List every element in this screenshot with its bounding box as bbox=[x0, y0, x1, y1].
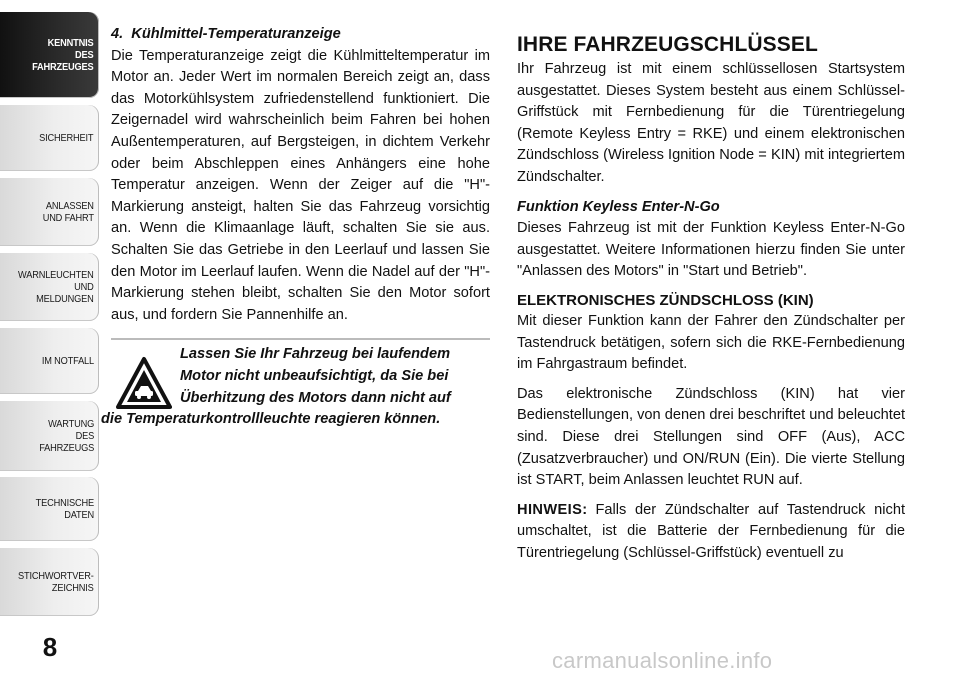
tab-warnleuchten-und-meldungen[interactable] bbox=[0, 253, 99, 321]
section-heading-keys: IHRE FAHRZEUGSCHLÜSSEL bbox=[517, 33, 818, 56]
tab-label: WARTUNG DES FAHRZEUGS bbox=[38, 418, 94, 454]
tab-label: ANLASSEN UND FAHRT bbox=[42, 200, 94, 224]
tab-label: TECHNISCHE DATEN bbox=[35, 497, 94, 521]
right-column bbox=[517, 28, 905, 564]
note-paragraph bbox=[517, 500, 905, 565]
page-number: 8 bbox=[42, 632, 58, 662]
coolant-gauge-heading: 4. Kühlmittel-Temperaturanzeige bbox=[111, 26, 341, 42]
kin-positions-paragraph: Das elektronische Zündschloss (KIN) hat vier Bedienstellungen, von denen drei beschriftet und beleuchtet sind. Diese drei Stellungen sind OFF (Aus), ACC (Zusatzverbraucher) und ON/RUN (Ein). Die vierte Stellung ist START, beim Anlassen leuchtet RUN auf. bbox=[517, 385, 905, 489]
tab-kenntnis-des-fahrzeuges[interactable] bbox=[0, 12, 99, 98]
keyless-heading: Funktion Keyless Enter-N-Go bbox=[517, 198, 720, 215]
note-label: HINWEIS: bbox=[517, 501, 588, 518]
tab-label: WARNLEUCHTEN UND MELDUNGEN bbox=[18, 269, 94, 305]
tab-label: KENNTNIS DES FAHRZEUGES bbox=[32, 37, 94, 73]
warning-triangle-icon bbox=[116, 356, 172, 410]
keys-intro-paragraph: Ihr Fahrzeug ist mit einem schlüssellosen Startsystem ausgestattet. Dieses System besteht aus einem Schlüssel-Griffstück mit Fernbedienung für die Türentriegelung (Remote Keyless Entry = RKE) und einem elektronischen Zündschloss (Wireless Ignition Node = KIN) mit integriertem Zündschalter. bbox=[517, 61, 905, 185]
note-text: Falls der Zündschalter auf Tastendruck nicht umschaltet, ist die Batterie der Fernbedienung für die Türentriegelung (Schlüssel-Griffstück) eventuell zu bbox=[517, 501, 905, 561]
tab-label: STICHWORTVER- ZEICHNIS bbox=[18, 570, 94, 594]
tab-sicherheit[interactable] bbox=[0, 105, 99, 171]
sidebar-nav bbox=[0, 0, 100, 678]
watermark: carmanualsonline.info bbox=[552, 648, 773, 673]
tab-wartung-des-fahrzeugs[interactable] bbox=[0, 401, 99, 471]
warning-line: Lassen Sie Ihr Fahrzeug bei laufendem bbox=[180, 346, 451, 363]
kin-heading: ELEKTRONISCHES ZÜNDSCHLOSS (KIN) bbox=[517, 291, 814, 309]
tab-stichwortverzeichnis[interactable] bbox=[0, 548, 99, 616]
warning-line: Motor nicht unbeaufsichtigt, da Sie bei bbox=[180, 367, 449, 384]
coolant-gauge-paragraph: Die Temperaturanzeige zeigt die Kühlmitteltemperatur im Motor an. Jeder Wert im normalen Bereich zeigt an, dass das Motorkühlsystem zufriedenstellend funktioniert. Die Zeigernadel wird wahrscheinlich beim Fahren bei hohen Außentemperaturen, auf Bergsteigen, in dichtem Verkehr oder beim Abschleppen eines Anhängers eine hohe Temperatur anzeigen. Wenn der Zeiger auf die "H"-Markierung ansteigt, halten Sie das Fahrzeug vorsichtig an. Wenn die Klimaanlage läuft, schalten Sie sie aus. Schalten Sie das Getriebe in den Leerlauf und lassen Sie den Motor im Leerlauf laufen. Wenn die Nadel auf der "H"-Markierung stehen bleibt, schalten Sie den Motor sofort aus, und fordern Sie Pannenhilfe an. bbox=[111, 47, 490, 323]
keyless-paragraph: Dieses Fahrzeug ist mit der Funktion Keyless Enter-N-Go ausgestattet. Weitere Informationen hierzu finden Sie unter "Anlassen des Motors" in "Start und Betrieb". bbox=[517, 220, 905, 280]
tab-im-notfall[interactable] bbox=[0, 328, 99, 394]
warning-line: Überhitzung des Motors dann nicht auf bbox=[180, 389, 451, 406]
tab-anlassen-und-fahrt[interactable] bbox=[0, 178, 99, 246]
tab-label: SICHERHEIT bbox=[39, 132, 94, 144]
warning-line: die Temperaturkontrollleuchte reagieren können. bbox=[101, 411, 441, 428]
left-column bbox=[101, 24, 490, 431]
tab-technische-daten[interactable] bbox=[0, 477, 99, 541]
warning-box bbox=[101, 338, 490, 430]
kin-paragraph: Mit dieser Funktion kann der Fahrer den Zündschalter per Tastendruck betätigen, sofern sich die RKE-Fernbedienung im Fahrgastraum befindet. bbox=[517, 312, 905, 373]
tab-label: IM NOTFALL bbox=[41, 355, 94, 367]
